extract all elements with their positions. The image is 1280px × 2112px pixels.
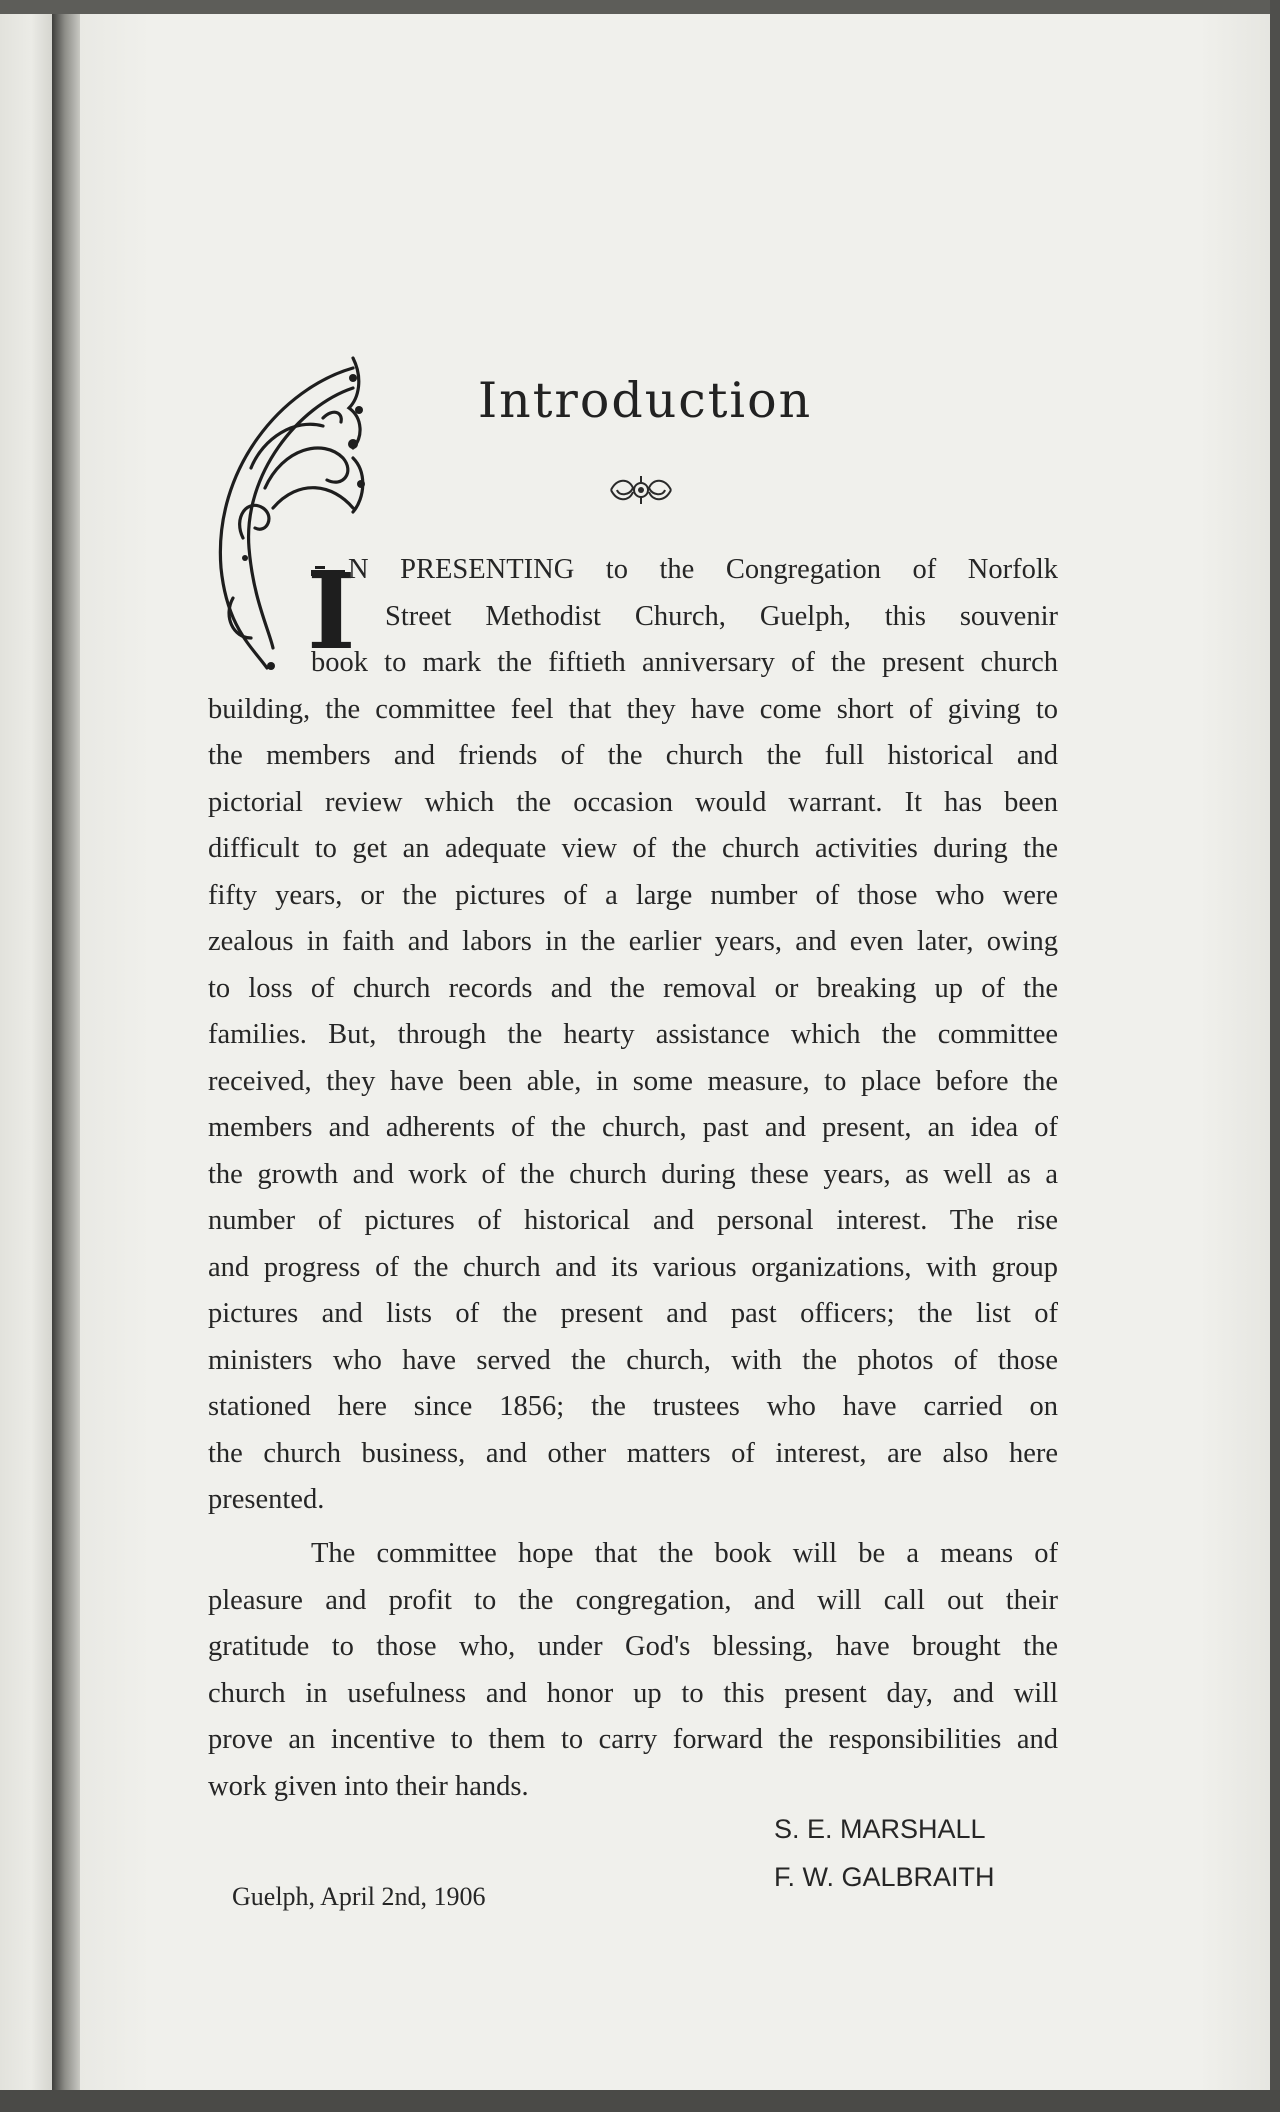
text-line: Street Methodist Church, Guelph, this souvenir xyxy=(385,600,1058,632)
text-line: and progress of the church and its various organizations, with group xyxy=(208,1251,1058,1283)
place-date: Guelph, April 2nd, 1906 xyxy=(232,1882,486,1911)
text-line: fifty years, or the pictures of a large number of those who were xyxy=(208,879,1058,911)
text-line: work given into their hands. xyxy=(208,1770,529,1802)
text-line: members and adherents of the church, past and present, an idea of xyxy=(208,1112,1058,1143)
text-line: building, the committee feel that they have come short of giving to xyxy=(208,693,1058,725)
text-line: pleasure and profit to the congregation, and will call out their xyxy=(208,1584,1058,1616)
signers xyxy=(774,1805,995,1901)
text-line: to loss of church records and the removal or breaking up of the xyxy=(208,972,1058,1004)
text-line: prove an incentive to them to carry forward the responsibilities and xyxy=(208,1724,1058,1755)
text-line: presented. xyxy=(208,1484,325,1515)
text-line: the growth and work of the church during these years, as well as a xyxy=(208,1158,1058,1190)
text-line: church in usefulness and honor up to this present day, and will xyxy=(208,1677,1058,1709)
text-line: the members and friends of the church the full historical and xyxy=(208,740,1058,771)
text-line: the church business, and other matters of interest, are also here xyxy=(208,1437,1058,1469)
drop-cap-letter: I xyxy=(307,550,356,673)
text-line: difficult to get an adequate view of the church activities during the xyxy=(208,833,1058,864)
text-line: N PRESENTING to the Congregation of Norfolk xyxy=(348,554,1058,585)
signer-name: S. E. MARSHALL xyxy=(774,1814,986,1844)
scan-bottom-edge xyxy=(0,2090,1280,2112)
paragraph-2 xyxy=(208,1531,1058,1810)
text-line: pictures and lists of the present and past officers; the list of xyxy=(208,1298,1058,1329)
text-line: zealous in faith and labors in the earlier years, and even later, owing xyxy=(208,926,1058,957)
text-line: pictorial review which the occasion would warrant. It has been xyxy=(208,786,1058,818)
book-gutter xyxy=(52,14,80,2090)
text-line: gratitude to those who, under God's blessing, have brought the xyxy=(208,1631,1058,1662)
signer-name: F. W. GALBRAITH xyxy=(774,1862,995,1892)
paragraph-1 xyxy=(208,547,1058,1524)
scan-top-edge xyxy=(0,0,1280,14)
text-line: The committee hope that the book will be a means of xyxy=(311,1538,1058,1569)
text-line: book to mark the fiftieth anniversary of the present church xyxy=(311,647,1058,678)
facing-page-edge xyxy=(0,14,52,2090)
text-line: received, they have been able, in some measure, to place before the xyxy=(208,1065,1058,1097)
text-line: stationed here since 1856; the trustees who have carried on xyxy=(208,1391,1058,1422)
title-ornament-icon xyxy=(607,472,675,508)
text-line: families. But, through the hearty assistance which the committee xyxy=(208,1019,1058,1050)
page-title xyxy=(0,372,1280,429)
text-line: number of pictures of historical and personal interest. The rise xyxy=(208,1205,1058,1236)
page-title-text: Introduction xyxy=(477,372,813,429)
text-line: ministers who have served the church, with the photos of those xyxy=(208,1344,1058,1376)
scan-right-edge xyxy=(1270,0,1280,2112)
